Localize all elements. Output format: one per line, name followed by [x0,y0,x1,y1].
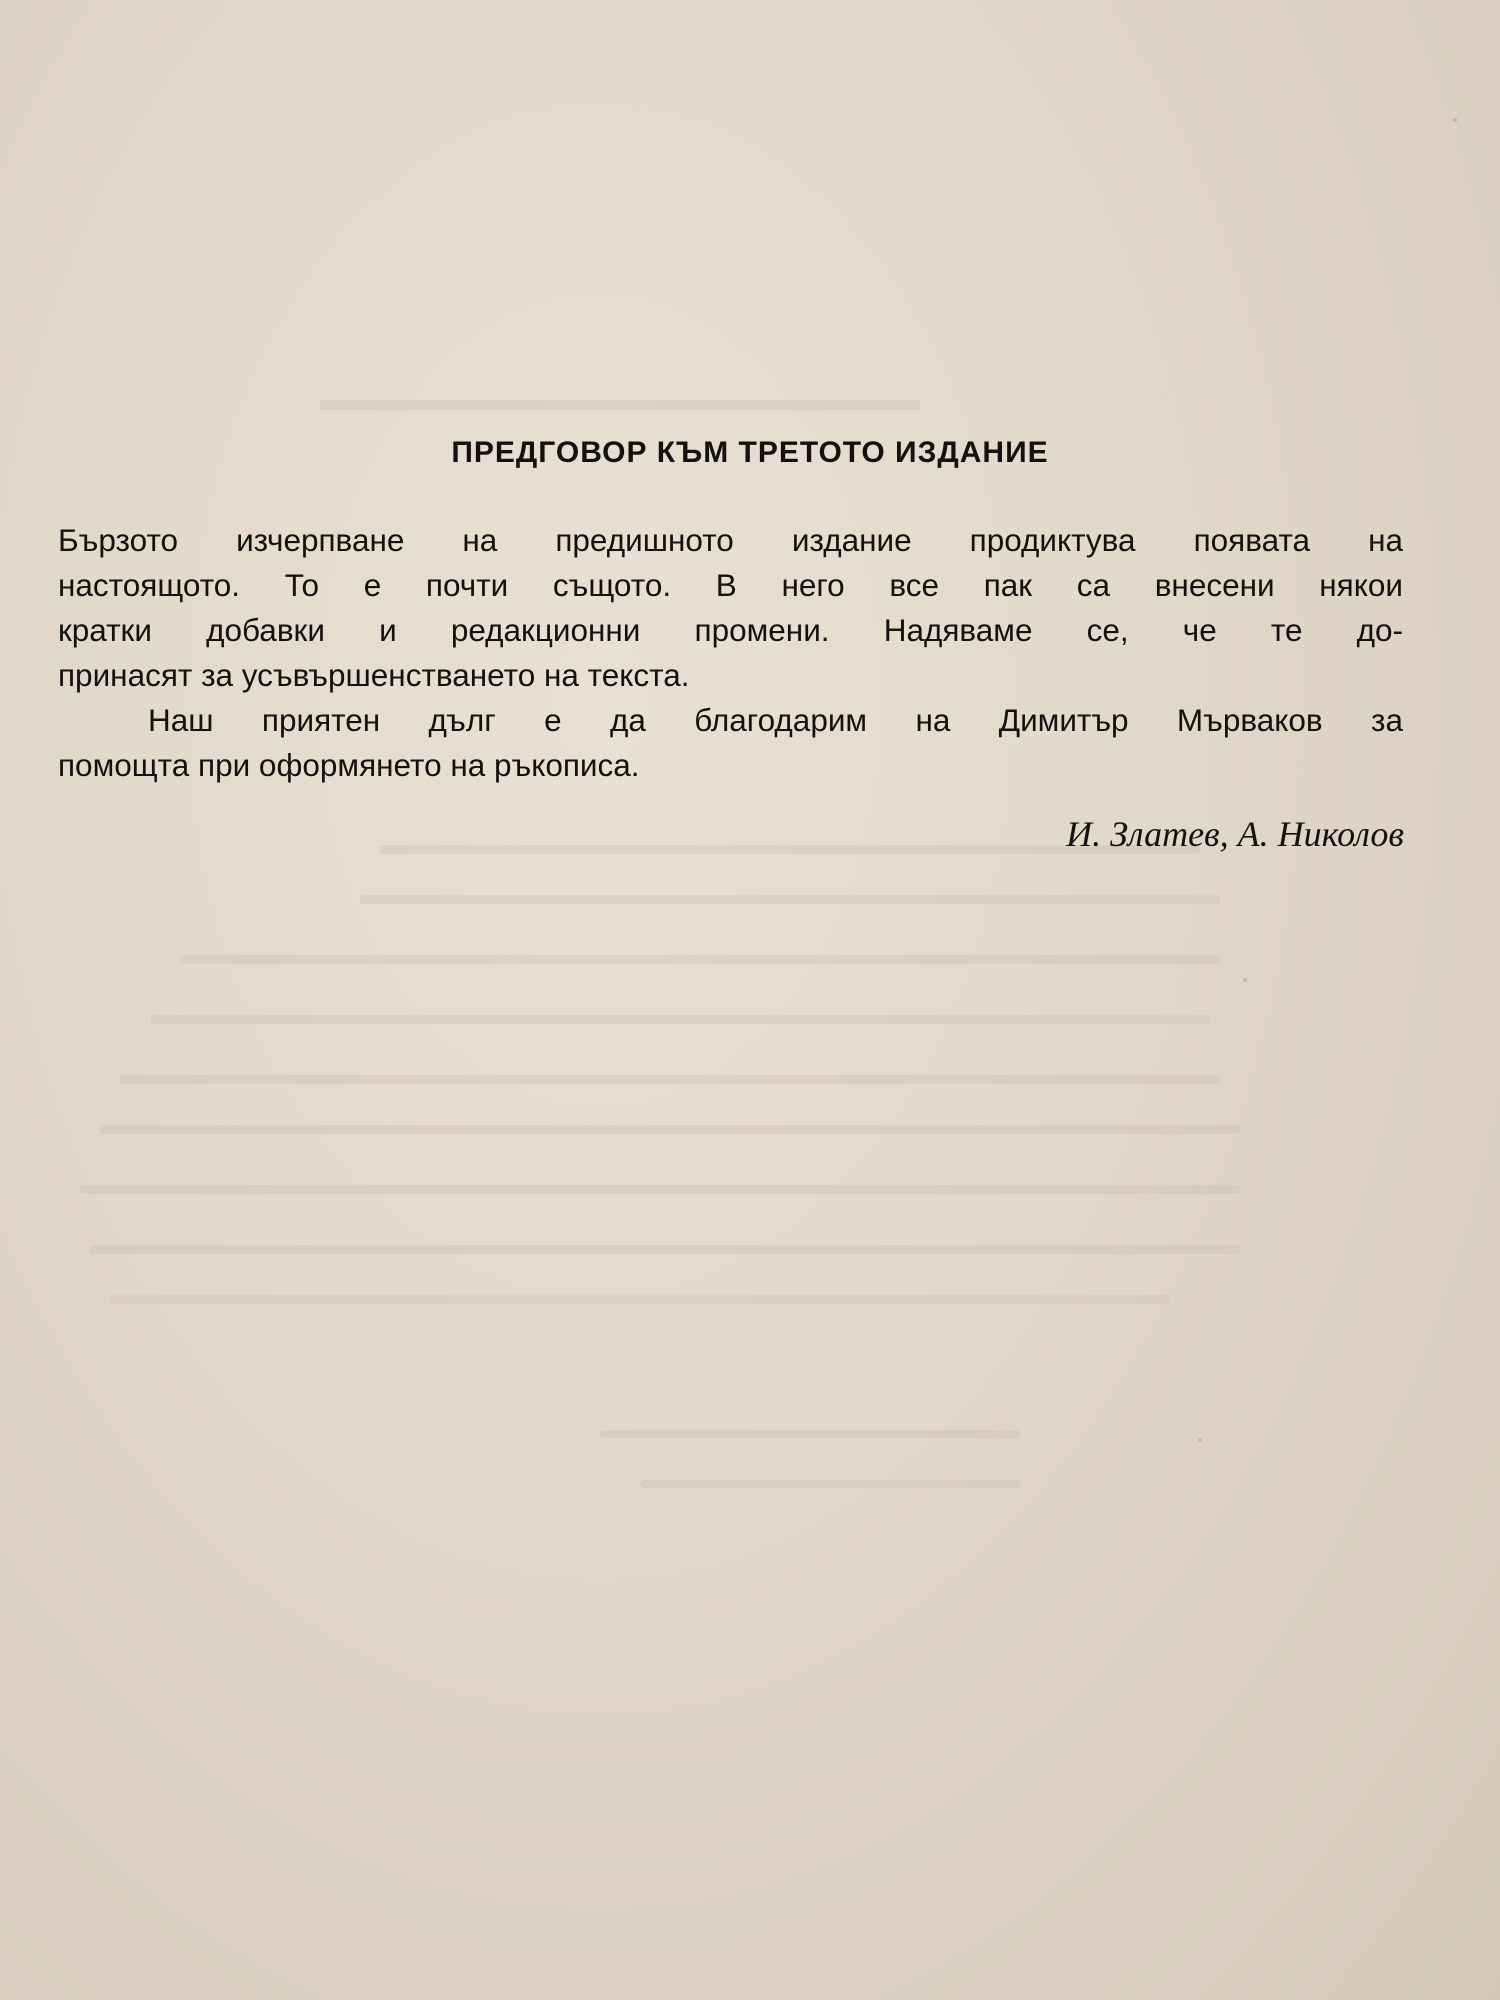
text-line: настоящото. То е почти същото. В него все пак са внесени някои [58,567,1403,603]
text-line: принасят за усъвършенстването на текста. [58,657,690,693]
text-line: Бързото изчерпване на предишното издание продиктува появата на [58,522,1403,558]
text-line: кратки добавки и редакционни промени. Надяваме се, че те до- [58,612,1403,648]
text-line: Наш приятен дълг е да благодарим на Димитър Мърваков за [148,702,1403,738]
preface-body [58,518,1403,788]
page-title: ПРЕДГОВОР КЪМ ТРЕТОТО ИЗДАНИЕ [451,436,1049,469]
text-line: помощта при оформянето на ръкописа. [58,747,640,783]
paragraph-1 [58,518,1403,698]
paragraph-2 [58,698,1403,788]
author-signature: И. Златев, А. Николов [1066,814,1404,854]
